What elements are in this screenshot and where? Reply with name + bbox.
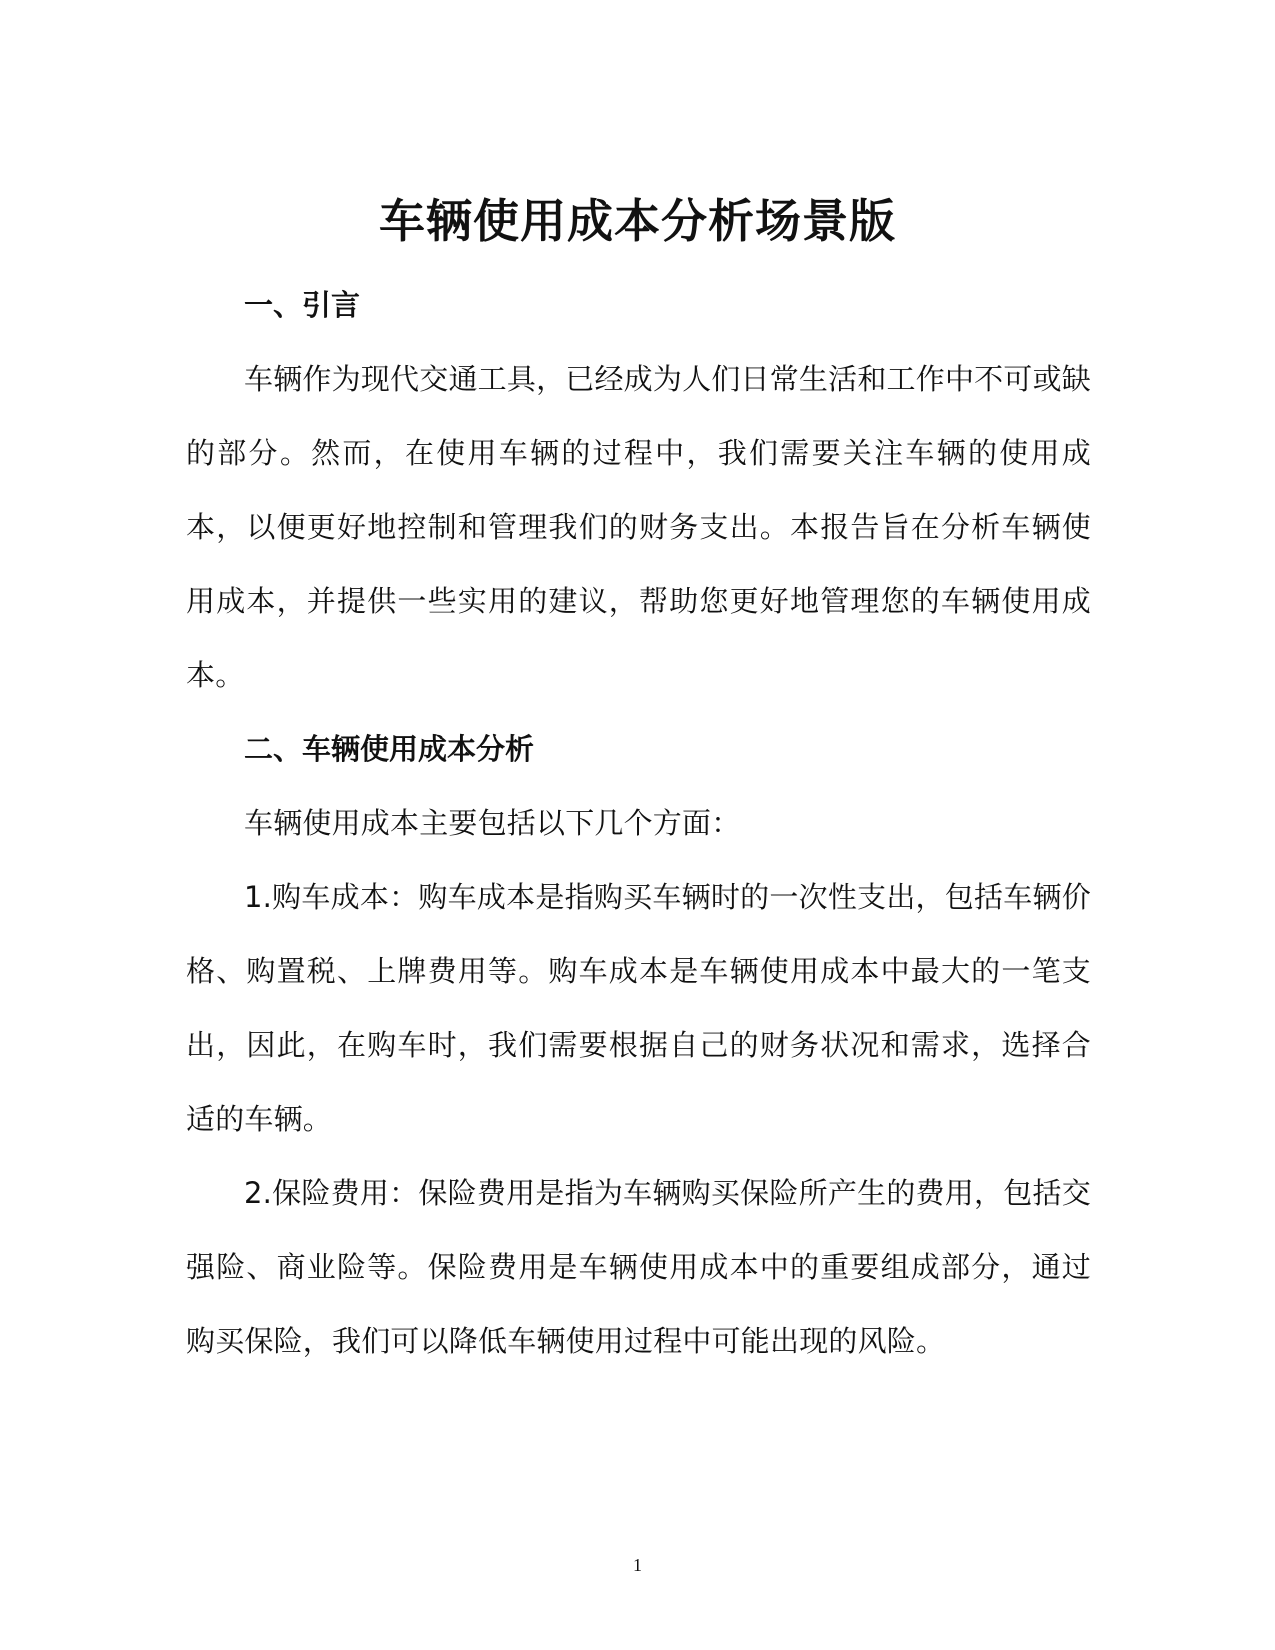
section-heading-analysis: 二、车辆使用成本分析 [244, 732, 535, 766]
analysis-lead-paragraph: 车辆使用成本主要包括以下几个方面： [244, 806, 741, 840]
section-heading-intro: 一、引言 [244, 288, 361, 322]
analysis-item-purchase-cost: 1.购车成本：购车成本是指购买车辆时的一次性支出，包括车辆价格、购置税、上牌费用等。购车成本是车辆使用成本中最大的一笔支出，因此，在购车时，我们需要根据自己的财务状况和需求，选择合适的车辆。 [186, 880, 1091, 1136]
page-number: 1 [633, 1555, 642, 1575]
analysis-item-insurance-cost: 2.保险费用：保险费用是指为车辆购买保险所产生的费用，包括交强险、商业险等。保险费用是车辆使用成本中的重要组成部分，通过购买保险，我们可以降低车辆使用过程中可能出现的风险。 [186, 1176, 1091, 1358]
intro-paragraph: 车辆作为现代交通工具，已经成为人们日常生活和工作中不可或缺的部分。然而，在使用车辆的过程中，我们需要关注车辆的使用成本，以便更好地控制和管理我们的财务支出。本报告旨在分析车辆使用成本，并提供一些实用的建议，帮助您更好地管理您的车辆使用成本。 [186, 362, 1091, 692]
document-title: 车辆使用成本分析场景版 [379, 193, 896, 248]
document-body [186, 268, 1091, 1378]
